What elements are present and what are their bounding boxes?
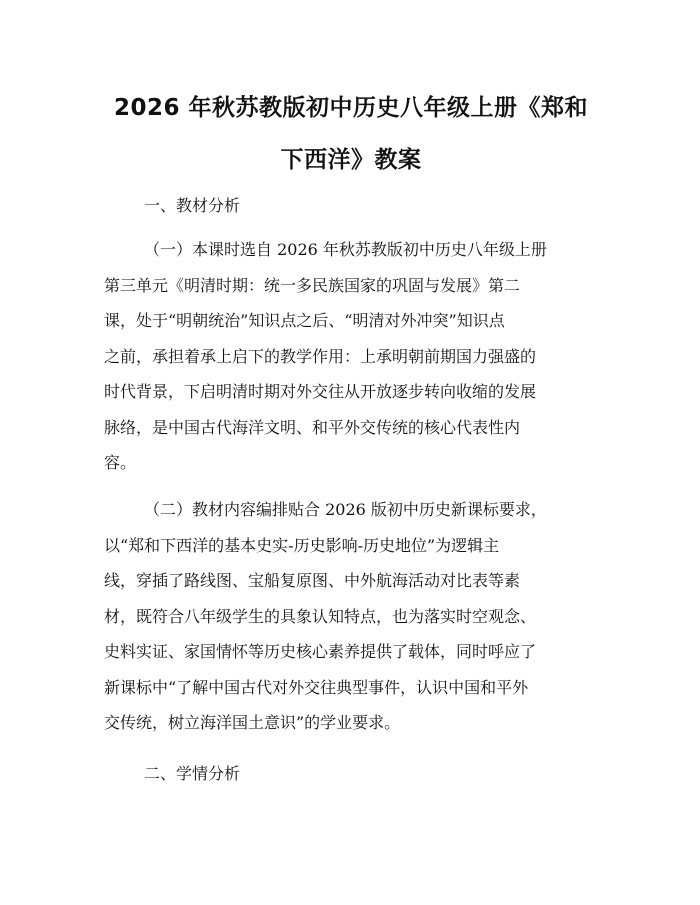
paragraph-line: 脉络，是中国古代海洋文明、和平外交传统的核心代表性内 <box>104 417 521 437</box>
paragraph-line: （一）本课时选自 2026 年秋苏教版初中历史八年级上册 <box>144 240 547 259</box>
paragraph-line: 新课标中“了解中国古代对外交往典型事件，认识中国和平外 <box>104 677 529 697</box>
paragraph-line: 容。 <box>104 453 137 472</box>
section-heading-textbook-analysis: 一、教材分析 <box>144 196 241 215</box>
paragraph-line: （二）教材内容编排贴合 2026 版初中历史新课标要求， <box>144 500 547 519</box>
title-line: 下西洋》教案 <box>280 147 422 173</box>
title-line: 2026 年秋苏教版初中历史八年级上册《郑和 <box>113 95 589 121</box>
paragraph-line: 时代背景，下启明清时期对外交往从开放逐步转向收缩的发展 <box>104 382 537 401</box>
paragraph-line: 材，既符合八年级学生的具象认知特点，也为落实时空观念、 <box>104 606 537 626</box>
paragraph-line: 课，处于“明朝统治”知识点之后、“明清对外冲突”知识点 <box>104 311 505 330</box>
paragraph-line: 线，穿插了路线图、宝船复原图、中外航海活动对比表等素 <box>104 571 521 590</box>
section-heading-learner-analysis: 二、学情分析 <box>144 764 241 783</box>
paragraph-2 <box>104 492 604 741</box>
paragraph-line: 交传统，树立海洋国土意识”的学业要求。 <box>104 713 401 732</box>
paragraph-line: 第三单元《明清时期：统一多民族国家的巩固与发展》第二 <box>104 275 521 295</box>
paragraph-line: 史料实证、家国情怀等历史核心素养提供了载体，同时呼应了 <box>104 642 537 661</box>
paragraph-1 <box>104 232 604 481</box>
document-title <box>96 82 606 186</box>
paragraph-line: 之前，承担着承上启下的教学作用：上承明朝前期国力强盛的 <box>104 346 537 366</box>
paragraph-line: 以“郑和下西洋的基本史实-历史影响-历史地位”为逻辑主 <box>104 535 500 555</box>
